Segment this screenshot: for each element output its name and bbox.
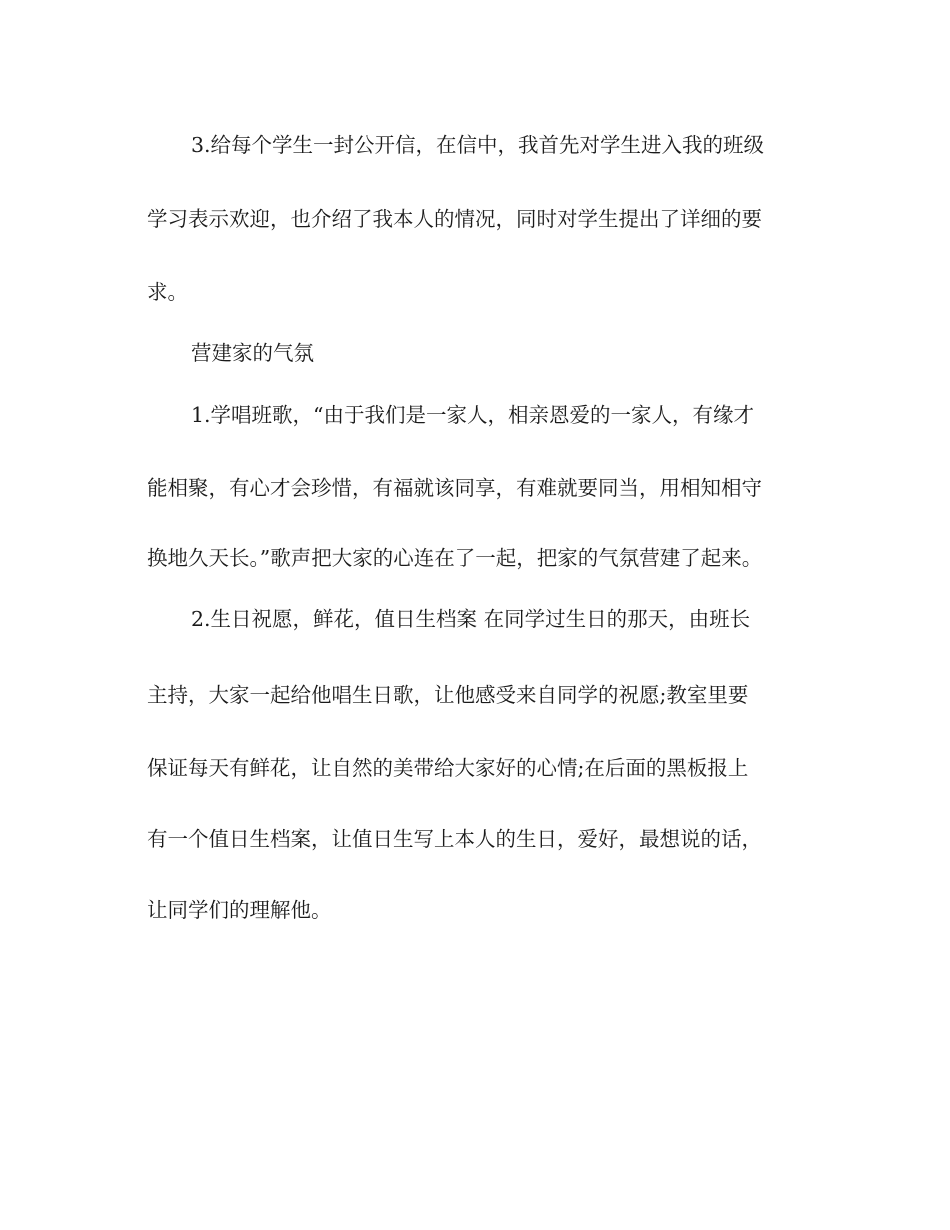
paragraph-line-1: 3.给每个学生一封公开信，在信中，我首先对学生进入我的班级 — [191, 133, 765, 157]
paragraph-line-2: 学习表示欢迎，也介绍了我本人的情况，同时对学生提出了详细的要 — [147, 207, 762, 231]
paragraph-line-9: 主持，大家一起给他唱生日歌，让他感受来自同学的祝愿;教室里要 — [147, 683, 749, 707]
paragraph-line-5: 1.学唱班歌，“由于我们是一家人，相亲恩爱的一家人，有缘才 — [191, 403, 755, 427]
paragraph-line-8: 2.生日祝愿，鲜花，值日生档案 在同学过生日的那天，由班长 — [191, 607, 751, 631]
paragraph-line-12: 让同学们的理解他。 — [147, 898, 332, 922]
paragraph-line-7: 换地久天长。”歌声把大家的心连在了一起，把家的气氛营建了起来。 — [147, 546, 763, 570]
paragraph-line-10: 保证每天有鲜花，让自然的美带给大家好的心情;在后面的黑板报上 — [147, 756, 749, 780]
paragraph-line-3: 求。 — [147, 280, 188, 304]
paragraph-line-11: 有一个值日生档案，让值日生写上本人的生日，爱好，最想说的话， — [147, 827, 762, 851]
paragraph-line-6: 能相聚，有心才会珍惜，有福就该同享，有难就要同当，用相知相守 — [147, 476, 762, 500]
section-heading: 营建家的气氛 — [191, 341, 314, 365]
